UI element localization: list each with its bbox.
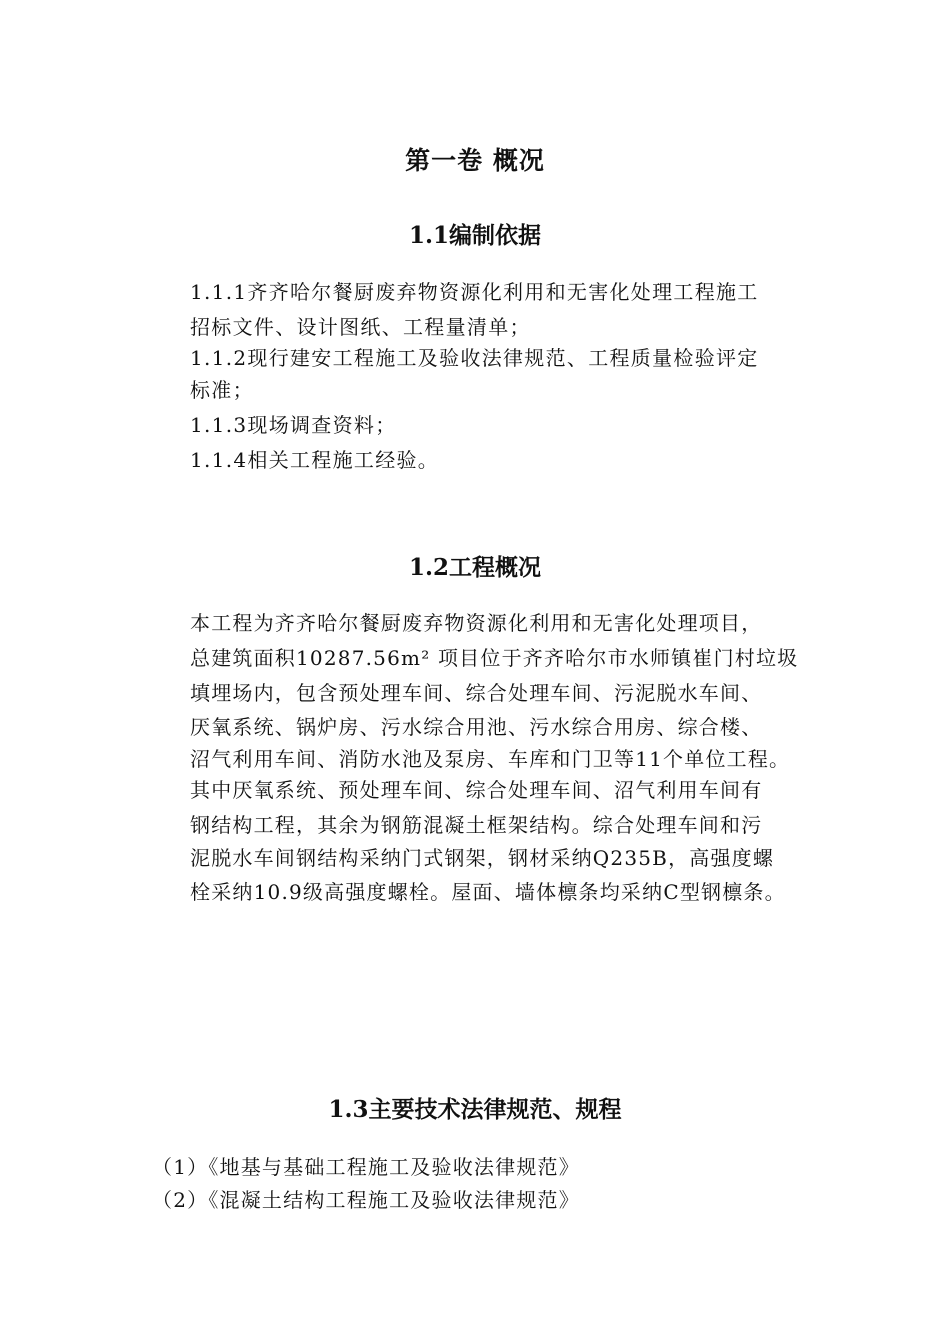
basis-line: 标准； bbox=[190, 378, 254, 402]
section-heading-overview: 1.2工程概况 bbox=[408, 554, 541, 581]
overview-line: 填埋场内，包含预处理车间、综合处理车间、污泥脱水车间、 bbox=[190, 681, 763, 705]
basis-line: 招标文件、设计图纸、工程量清单； bbox=[190, 315, 531, 339]
overview-line: 沼气利用车间、消防水池及泵房、车库和门卫等11个单位工程。 bbox=[190, 747, 791, 771]
basis-line: 1.1.1齐齐哈尔餐厨废弃物资源化利用和无害化处理工程施工 bbox=[190, 280, 759, 304]
standard-item: （2）《混凝土结构工程施工及验收法律规范》 bbox=[152, 1188, 580, 1212]
overview-line: 泥脱水车间钢结构采纳门式钢架，钢材采纳Q235B，高强度螺 bbox=[190, 846, 775, 870]
overview-line: 厌氧系统、锅炉房、污水综合用池、污水综合用房、综合楼、 bbox=[190, 715, 763, 739]
overview-line: 总建筑面积10287.56m² 项目位于齐齐哈尔市水师镇崔门村垃圾 bbox=[190, 646, 799, 670]
overview-line: 其中厌氧系统、预处理车间、综合处理车间、沼气利用车间有 bbox=[190, 778, 763, 802]
overview-line: 钢结构工程，其余为钢筋混凝土框架结构。综合处理车间和污 bbox=[190, 813, 763, 837]
basis-line: 1.1.2现行建安工程施工及验收法律规范、工程质量检验评定 bbox=[190, 346, 759, 370]
basis-line: 1.1.4相关工程施工经验。 bbox=[190, 448, 440, 472]
basis-line: 1.1.3现场调查资料； bbox=[190, 413, 397, 437]
overview-line: 本工程为齐齐哈尔餐厨废弃物资源化利用和无害化处理项目， bbox=[190, 611, 763, 635]
standard-item: （1）《地基与基础工程施工及验收法律规范》 bbox=[152, 1155, 580, 1179]
overview-line: 栓采纳10.9级高强度螺栓。屋面、墙体檩条均采纳C型钢檩条。 bbox=[190, 880, 786, 904]
page-title: 第一卷 概况 bbox=[405, 146, 545, 175]
section-heading-basis: 1.1编制依据 bbox=[408, 222, 541, 249]
section-heading-standards: 1.3主要技术法律规范、规程 bbox=[328, 1096, 622, 1123]
